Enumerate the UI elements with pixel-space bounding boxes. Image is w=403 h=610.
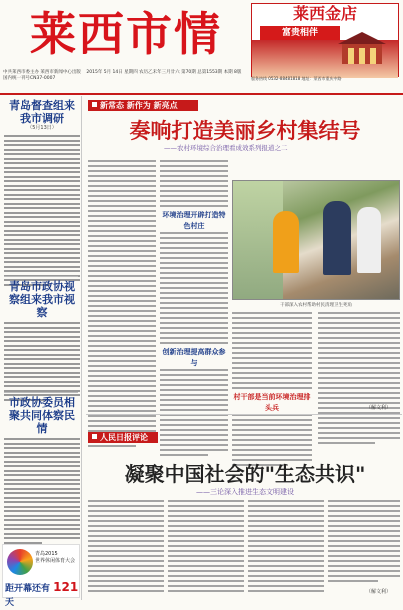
section-divider — [86, 414, 402, 415]
countdown-number: 121 — [53, 580, 79, 594]
left-story-1-headline: 青岛督查组来我市调研 — [9, 99, 75, 125]
left-story-1-sub: （5月13日） — [27, 125, 57, 131]
feature-col-4 — [328, 500, 400, 585]
countdown — [5, 580, 79, 608]
left-story-1[interactable] — [4, 99, 80, 288]
left-story-3[interactable] — [4, 396, 80, 546]
ad-title: 莱西金店 — [252, 4, 398, 24]
left-story-2[interactable] — [4, 280, 80, 403]
publication-number: 国内统一刊号CN37-0007 — [3, 76, 56, 81]
issue-info: 2015年 5月 14日 星期四 农历乙未年三月廿六 第70期 总第1553期 本期 8版 — [86, 70, 242, 75]
section-square-icon-2 — [92, 434, 97, 439]
masthead-infoline — [3, 70, 247, 82]
publisher-info: 中共莱西市委主办 莱西市新闻中心出版 — [3, 70, 81, 75]
promo-line-2: 世界休闲体育大会 — [35, 558, 76, 564]
feature-col-2 — [168, 500, 244, 595]
feature-byline: （解文利） — [366, 589, 392, 595]
left-divider-2 — [4, 392, 78, 393]
article-subhead-3: 村干部是当前环境治理排头兵 — [233, 393, 311, 412]
left-story-3-headline: 市政协委员相聚共同体察民情 — [9, 396, 75, 435]
ad-footer: 服务热线 0532-88481818 地址：莱西市重庆中路 — [251, 76, 342, 81]
article-subhead-2: 创新治理提高群众参与 — [162, 348, 226, 367]
masthead — [0, 0, 403, 81]
feature-subhead: ——三论深入推进生态文明建设 — [196, 488, 294, 496]
feature-col-3 — [248, 500, 324, 595]
feature-col-1 — [88, 500, 164, 595]
games-logo-icon — [7, 549, 33, 575]
article-byline: （解文利） — [366, 405, 392, 411]
photo-caption: 干部深入农村帮助村民清理卫生死角 — [280, 303, 352, 308]
article-col-4 — [318, 312, 400, 447]
section-2-label-text: 人民日报评论 — [100, 433, 148, 442]
section-2-label — [88, 432, 158, 443]
masthead-rule — [0, 93, 403, 95]
left-story-2-headline: 青岛市政协视察组来我市视察 — [9, 280, 75, 319]
jewelry-ad[interactable] — [251, 3, 399, 77]
left-story-3-text — [4, 438, 80, 544]
countdown-unit: 天 — [5, 598, 15, 608]
village-cleanup-photo[interactable] — [232, 180, 400, 300]
left-column — [0, 96, 82, 608]
countdown-label: 距开幕还有 — [5, 584, 51, 594]
promo-text — [35, 551, 75, 565]
leisure-sports-promo[interactable] — [2, 544, 80, 608]
left-story-1-text — [4, 135, 80, 286]
article-col-1 — [88, 160, 156, 450]
feature-headline[interactable]: 凝聚中国社会的"生态共识" — [124, 462, 366, 486]
promo-line-1: 青岛2015 — [35, 551, 58, 557]
article-subhead-1: 环境治理开辟打造特色村庄 — [162, 211, 226, 230]
temple-illustration — [334, 28, 390, 68]
section-1-label — [88, 100, 198, 111]
left-divider-1 — [4, 276, 78, 277]
article-col-3 — [232, 312, 312, 469]
main-subhead: ——农村环境综合治理看成效系列报道之二 — [164, 144, 288, 152]
left-story-2-text — [4, 322, 80, 401]
ad-subtitle: 富贵相伴 — [260, 26, 340, 40]
section-1-label-text: 新常态 新作为 新亮点 — [100, 101, 178, 110]
section-square-icon — [92, 102, 97, 107]
main-headline[interactable]: 奏响打造美丽乡村集结号 — [129, 118, 361, 143]
masthead-title: 莱西市情 — [30, 7, 222, 61]
